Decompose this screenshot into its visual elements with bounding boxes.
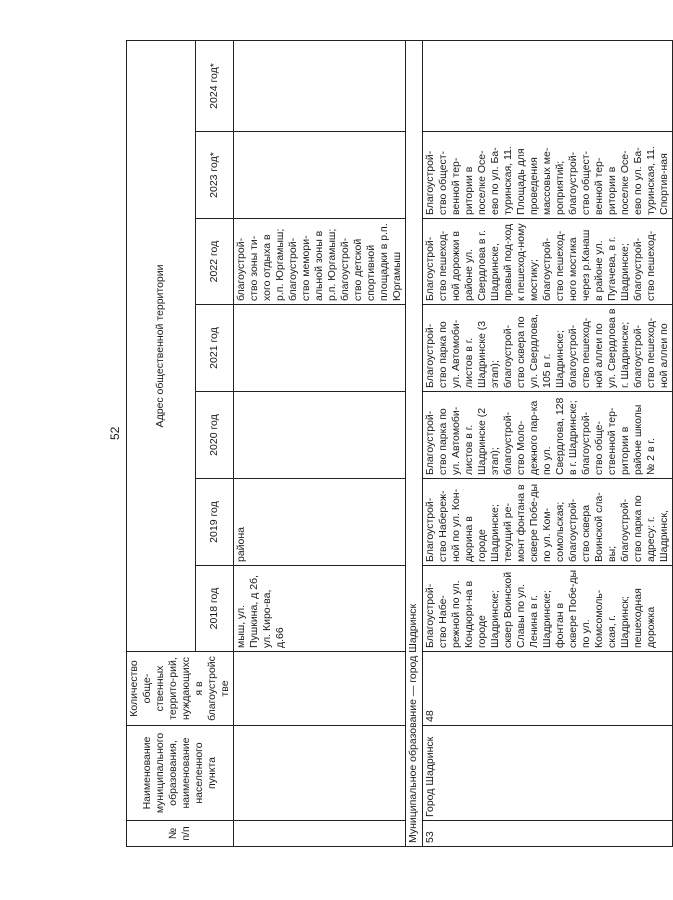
cell-2022: благоустрой-ство зоны ти-хого отдыха в р.п. Юргамыш; благоустрой-ство мемори-альной зоны в р.п. Юргамыш; благоустрой-ство детской спортивной площадки в р.п. Юргамыш <box>234 219 406 305</box>
cell-2020 <box>234 392 406 479</box>
cell-name: Город Шадринск <box>423 726 673 821</box>
cell-2023: Благоустрой-ство общест-венной тер-ритории в поселке Осе-ево по ул. Ба-туринская, 11. Площадь для проведения массовых ме-роприятий; благоустрой-ство общест-венной тер-ритории в поселке Осе-ево по ул. Ба-туринская, 11. Спортив-ная <box>423 132 673 219</box>
header-year-2019: 2019 год <box>195 479 233 566</box>
header-year-2020: 2020 год <box>195 392 233 479</box>
section-row <box>406 40 423 846</box>
cell-2024 <box>423 40 673 131</box>
header-count: Количество обще-ственных террито-рий, нуждающихся в благоустройстве <box>127 652 234 726</box>
cell-2019: района <box>234 479 406 566</box>
header-year-2021: 2021 год <box>195 305 233 392</box>
cell-count: 48 <box>423 652 673 726</box>
cell-2018: мыш, ул. Пушкина, д 2б, ул. Киро-ва, д.66 <box>234 566 406 652</box>
header-num: № п/п <box>127 821 234 847</box>
cell-2021: Благоустрой-ство парка по ул. Автомоби-листов в г. Шадринске (3 этап); благоустрой-ство сквера по ул. Свердлова, 105 в г. Шадринске; благоустрой-ство пешеход-ной аллеи по ул. Свердлова в г. Шадринске; благоустрой-ство пешеход-ной аллеи по <box>423 305 673 392</box>
header-name: Наименование муниципального образования, наименование населенного пункта <box>127 726 234 821</box>
rotated-page-content <box>126 41 670 847</box>
cell-2021 <box>234 305 406 392</box>
header-row <box>127 40 196 846</box>
header-address-group: Адрес общественной территории <box>127 40 196 651</box>
cell-2020: Благоустрой-ство парка по ул. Автомоби-листов в г. Шадринске (2 этап); благоустрой-ство Моло-дежного пар-ка по ул. Свердлова, 128 в г. Шадринске; благоустрой-ство обще-ственной тер-ритории в районе школы № 2 в г. <box>423 392 673 479</box>
cell-2023 <box>234 132 406 219</box>
cell-count <box>234 652 406 726</box>
cell-name <box>234 726 406 821</box>
cell-2018: Благоустрой-ство Набе-режной по ул. Кондюри-на в городе Шадринске; сквер Воинской Славы по ул. Ленина в г. Шадринске; фонтан в сквере Побе-ды по ул. Комсомоль-ская, г. Шадринск; пешеходная дорожка <box>423 566 673 652</box>
cell-num <box>234 821 406 847</box>
page-number: 52 <box>108 426 122 440</box>
section-title: Муниципальное образование — город Шадринск <box>406 40 423 846</box>
territories-table <box>126 40 673 847</box>
header-year-2024: 2024 год* <box>195 40 233 131</box>
header-year-2023: 2023 год* <box>195 132 233 219</box>
cell-2022: Благоустрой-ство пешеход-ной дорожки в районе ул. Свердлова в г. Шадринске, правый под-ход к пешеход-ному мостику; благоустрой-ство пешеход-ного мостика через р.Канаш в районе ул. Пугачева, в г. Шадринске; благоустрой-ство пешеход- <box>423 219 673 305</box>
header-year-2018: 2018 год <box>195 566 233 652</box>
cell-2019: Благоустрой-ство Набереж-ной по ул. Кон-дюрина в городе Шадринске; текущий ре-монт фонтана в сквере Побе-ды по ул. Ком-сомольская; благоустрой-ство сквера Воинской сла-вы; благоустрой-ство парка по адресу: г. Шадринск, <box>423 479 673 566</box>
cell-2024 <box>234 40 406 131</box>
table-row <box>234 40 406 846</box>
header-year-2022: 2022 год <box>195 219 233 305</box>
cell-num: 53 <box>423 821 673 847</box>
table-row <box>423 40 673 846</box>
